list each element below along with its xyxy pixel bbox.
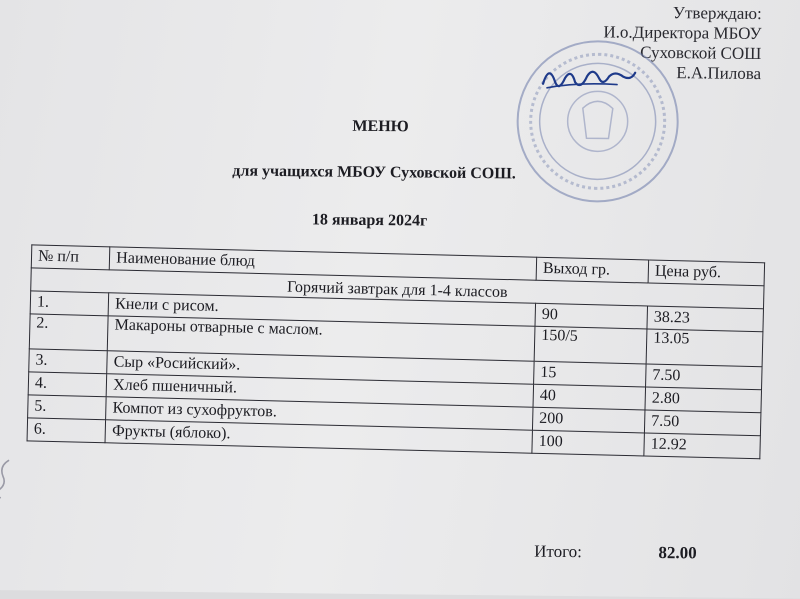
row-number: 6.: [27, 418, 106, 443]
row-number: 5.: [28, 395, 107, 420]
dish-name: Макароны отварные с маслом.: [108, 316, 536, 361]
dish-name: Сыр «Росийский».: [107, 351, 534, 384]
header-portion: Выход гр.: [536, 257, 649, 283]
approval-line-3: Суховской СОШ: [640, 42, 762, 64]
row-number: 1.: [30, 291, 109, 316]
row-number: 4.: [28, 372, 107, 397]
menu-date: 18 января 2024г: [311, 211, 428, 230]
dish-portion: 40: [533, 384, 646, 410]
pencil-mark: [0, 456, 17, 502]
section-title: Горячий завтрак для 1-4 классов: [31, 268, 764, 309]
dish-price: 2.80: [645, 387, 761, 413]
page-subtitle: для учащихся МБОУ Суховской СОШ.: [232, 162, 516, 183]
header-dish-name: Наименование блюд: [109, 247, 536, 280]
dish-name: Хлеб пшеничный.: [106, 374, 533, 407]
dish-price: 13.05: [646, 329, 763, 367]
dish-portion: 90: [535, 303, 648, 329]
approval-line-2: И.о.Директора МБОУ: [603, 22, 762, 44]
page-title: МЕНЮ: [352, 117, 409, 136]
approval-line-4: Е.А.Пилова: [676, 63, 762, 84]
header-price: Цена руб.: [648, 260, 764, 286]
dish-name: Кнели с рисом.: [108, 293, 535, 326]
total-value: 82.00: [658, 542, 697, 563]
approval-line-1: Утверждаю:: [672, 3, 762, 24]
menu-table: [27, 244, 766, 459]
dish-price: 38.23: [647, 306, 763, 332]
dish-portion: 200: [532, 407, 645, 433]
header-number: № п/п: [31, 245, 110, 270]
total-line: [534, 542, 697, 564]
dish-price: 12.92: [644, 433, 760, 459]
dish-portion: 150/5: [534, 326, 647, 364]
signature: [539, 60, 639, 97]
row-number: 2.: [29, 314, 108, 351]
total-label: Итого:: [534, 541, 583, 562]
dish-price: 7.50: [644, 410, 760, 436]
dish-portion: 100: [532, 430, 645, 456]
dish-portion: 15: [534, 361, 647, 387]
dish-name: Компот из сухофруктов.: [106, 397, 533, 430]
row-number: 3.: [29, 349, 108, 374]
dish-name: Фрукты (яблоко).: [105, 420, 532, 453]
dish-price: 7.50: [646, 364, 762, 390]
